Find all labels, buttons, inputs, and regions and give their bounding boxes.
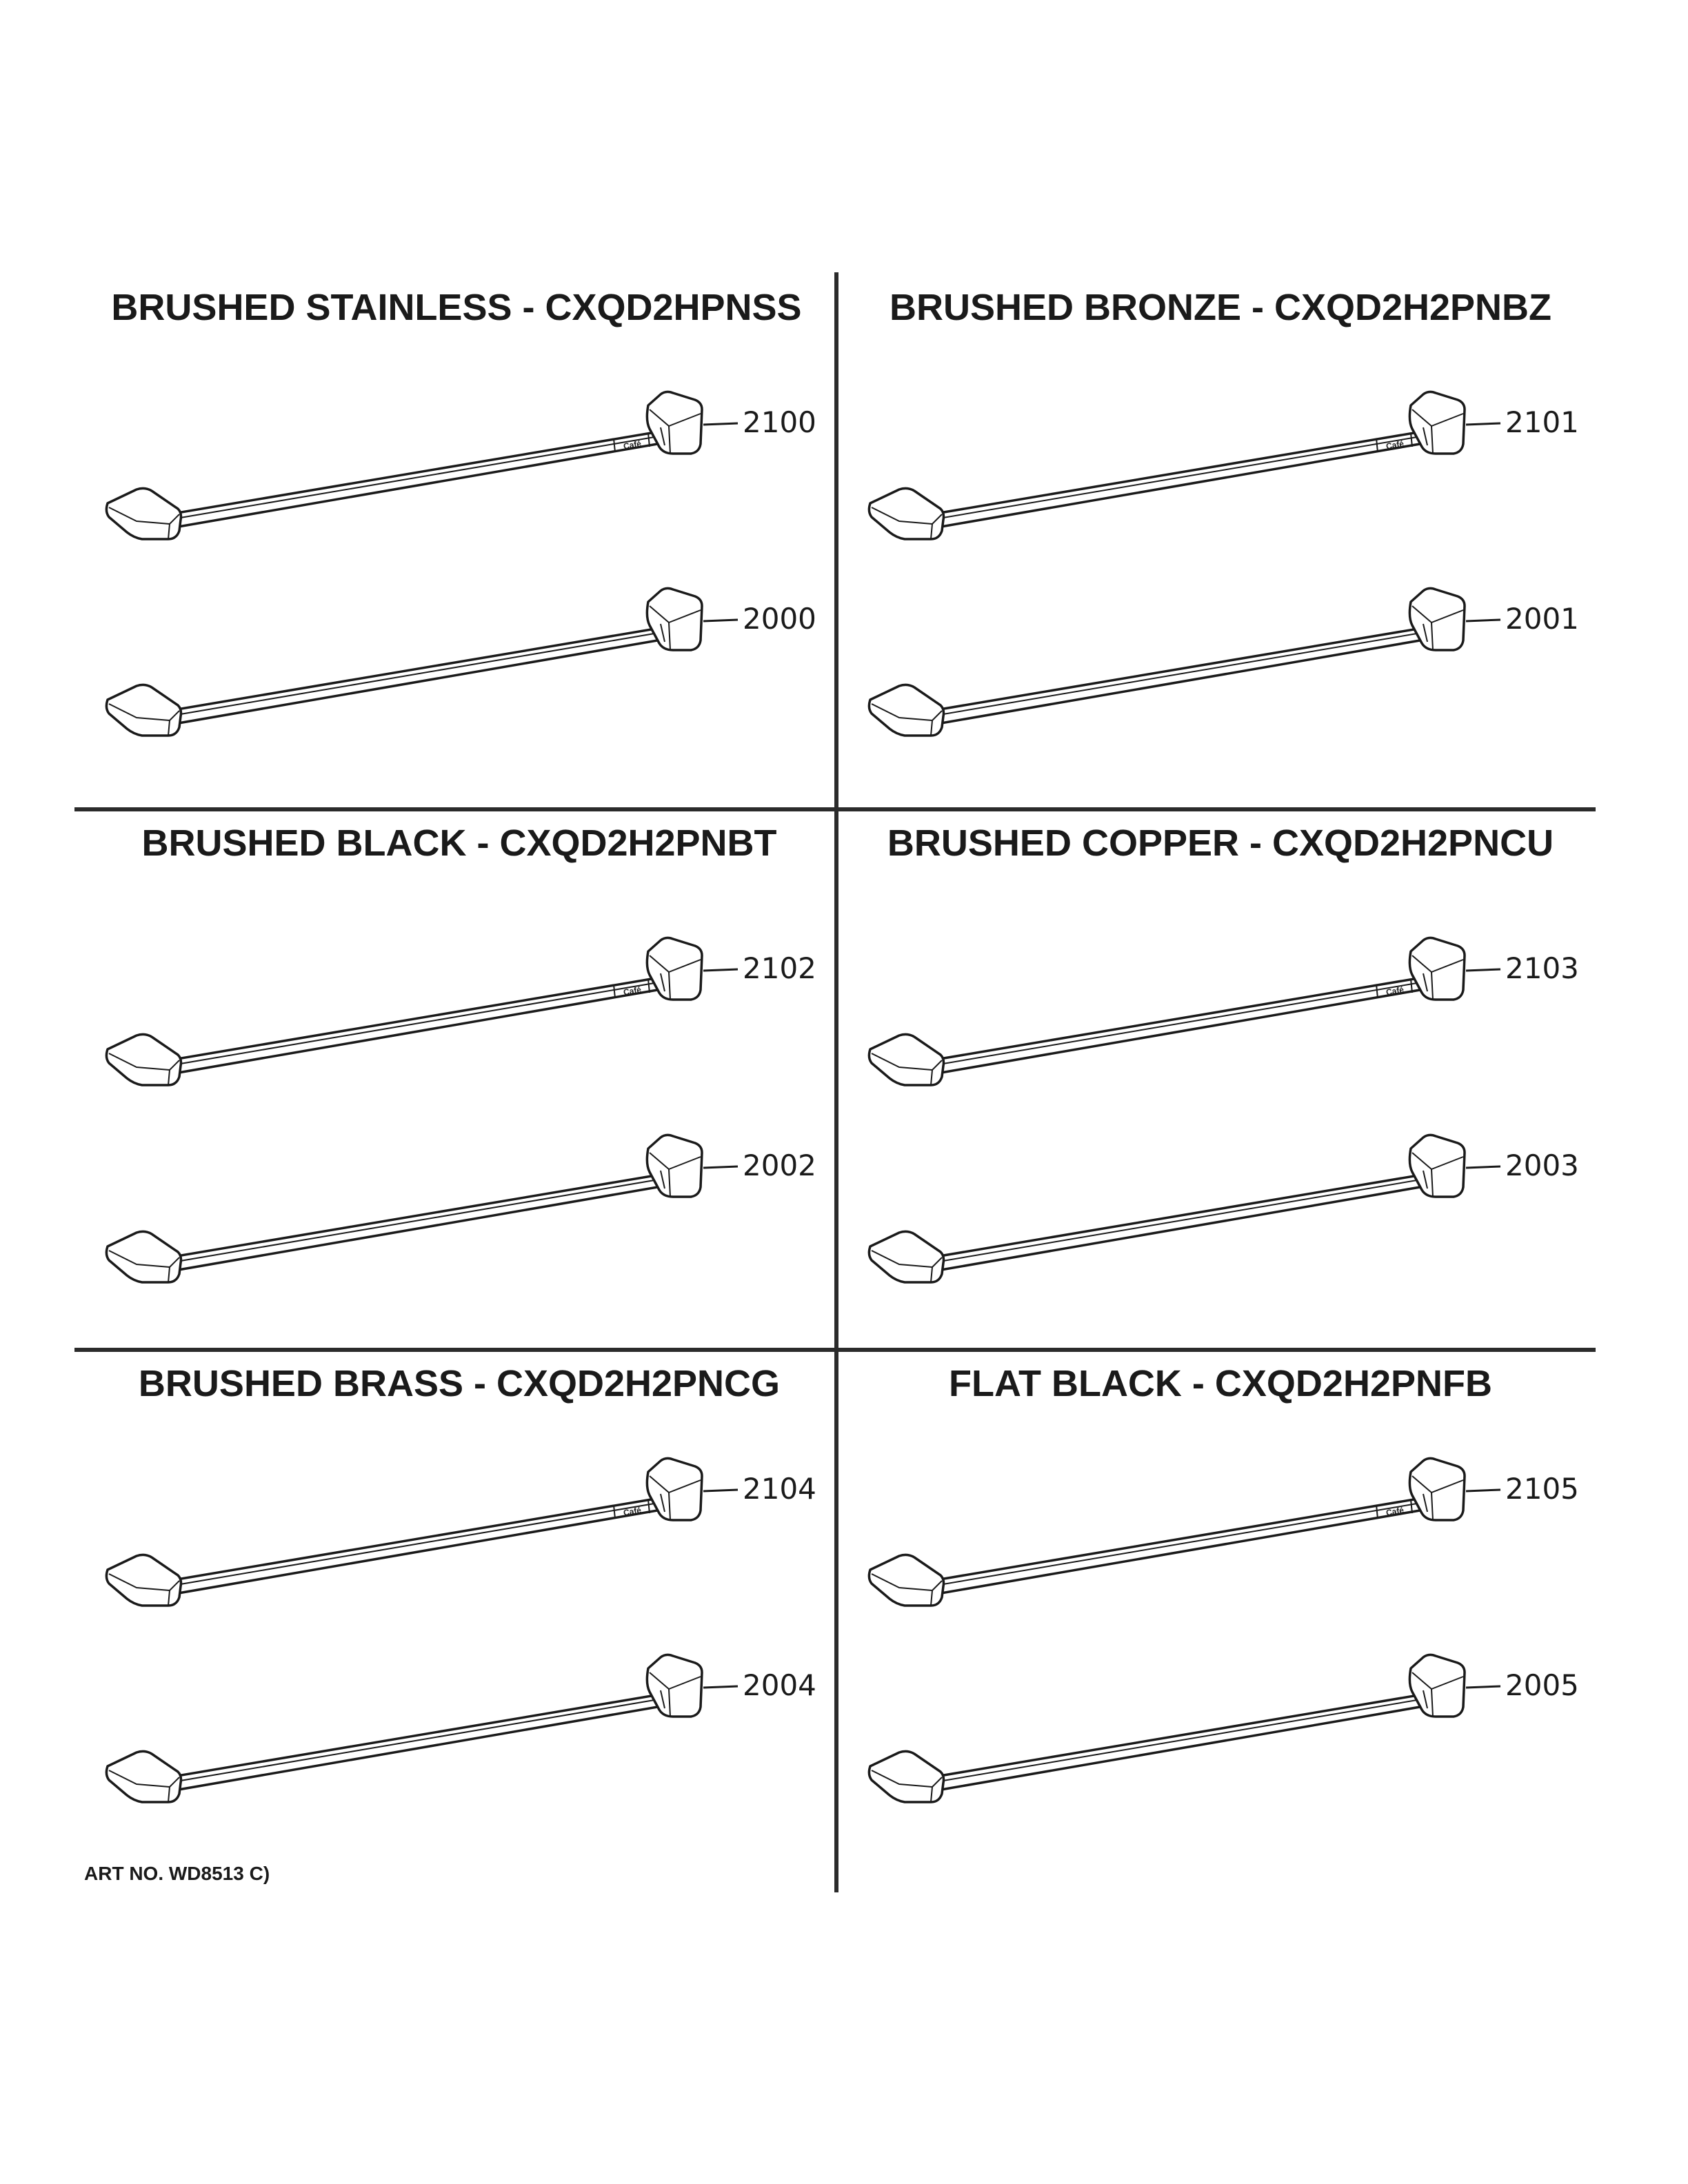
handle-2104 xyxy=(103,1453,738,1618)
handle-bar xyxy=(169,429,681,527)
handle-2105 xyxy=(866,1453,1500,1618)
art-number: ART NO. WD8513 C) xyxy=(84,1863,270,1884)
callout-2105: 2105 xyxy=(1505,1472,1579,1506)
section-title-flat-black: FLAT BLACK - CXQD2H2PNFB xyxy=(949,1363,1492,1404)
horizontal-divider-2 xyxy=(74,1348,1596,1352)
handle-bar xyxy=(932,1172,1444,1271)
callout-2104: 2104 xyxy=(743,1472,816,1506)
handle-2102 xyxy=(103,932,738,1098)
cafe-logo: Café xyxy=(1385,1505,1405,1518)
callout-2000: 2000 xyxy=(743,602,816,636)
callout-2001: 2001 xyxy=(1505,602,1579,636)
handle-bar xyxy=(932,975,1444,1073)
handle-bar xyxy=(932,429,1444,527)
cafe-logo: Café xyxy=(1385,438,1405,452)
cafe-logo: Café xyxy=(622,1505,642,1518)
cafe-logo: Café xyxy=(1385,984,1405,998)
handle-2004 xyxy=(103,1649,738,1814)
handle-bar xyxy=(169,1692,681,1790)
callout-2102: 2102 xyxy=(743,951,816,985)
handle-bar xyxy=(932,625,1444,724)
handle-bar xyxy=(932,1495,1444,1594)
section-title-brushed-stainless: BRUSHED STAINLESS - CXQD2HPNSS xyxy=(111,287,802,328)
section-title-brushed-bronze: BRUSHED BRONZE - CXQD2H2PNBZ xyxy=(889,287,1552,328)
handle-bar xyxy=(169,975,681,1073)
handle-bar xyxy=(932,1692,1444,1790)
callout-2100: 2100 xyxy=(743,405,816,439)
handle-2003 xyxy=(866,1129,1500,1295)
handle-2002 xyxy=(103,1129,738,1295)
section-title-brushed-copper: BRUSHED COPPER - CXQD2H2PNCU xyxy=(887,822,1554,864)
handle-bar xyxy=(169,625,681,724)
handle-2001 xyxy=(866,583,1500,748)
handle-2000 xyxy=(103,583,738,748)
callout-2005: 2005 xyxy=(1505,1668,1579,1702)
handle-2101 xyxy=(866,386,1500,552)
horizontal-divider-1 xyxy=(74,807,1596,811)
callout-2004: 2004 xyxy=(743,1668,816,1702)
handle-2103 xyxy=(866,932,1500,1098)
cafe-logo: Café xyxy=(622,984,642,998)
vertical-divider xyxy=(834,272,838,1892)
callout-2101: 2101 xyxy=(1505,405,1579,439)
section-title-brushed-black: BRUSHED BLACK - CXQD2H2PNBT xyxy=(141,822,777,864)
handle-bar xyxy=(169,1495,681,1594)
callout-2103: 2103 xyxy=(1505,951,1579,985)
callout-2002: 2002 xyxy=(743,1149,816,1182)
handle-2005 xyxy=(866,1649,1500,1814)
cafe-logo: Café xyxy=(622,438,642,452)
handle-bar xyxy=(169,1172,681,1271)
section-title-brushed-brass: BRUSHED BRASS - CXQD2H2PNCG xyxy=(138,1363,781,1404)
handle-2100 xyxy=(103,386,738,552)
callout-2003: 2003 xyxy=(1505,1149,1579,1182)
